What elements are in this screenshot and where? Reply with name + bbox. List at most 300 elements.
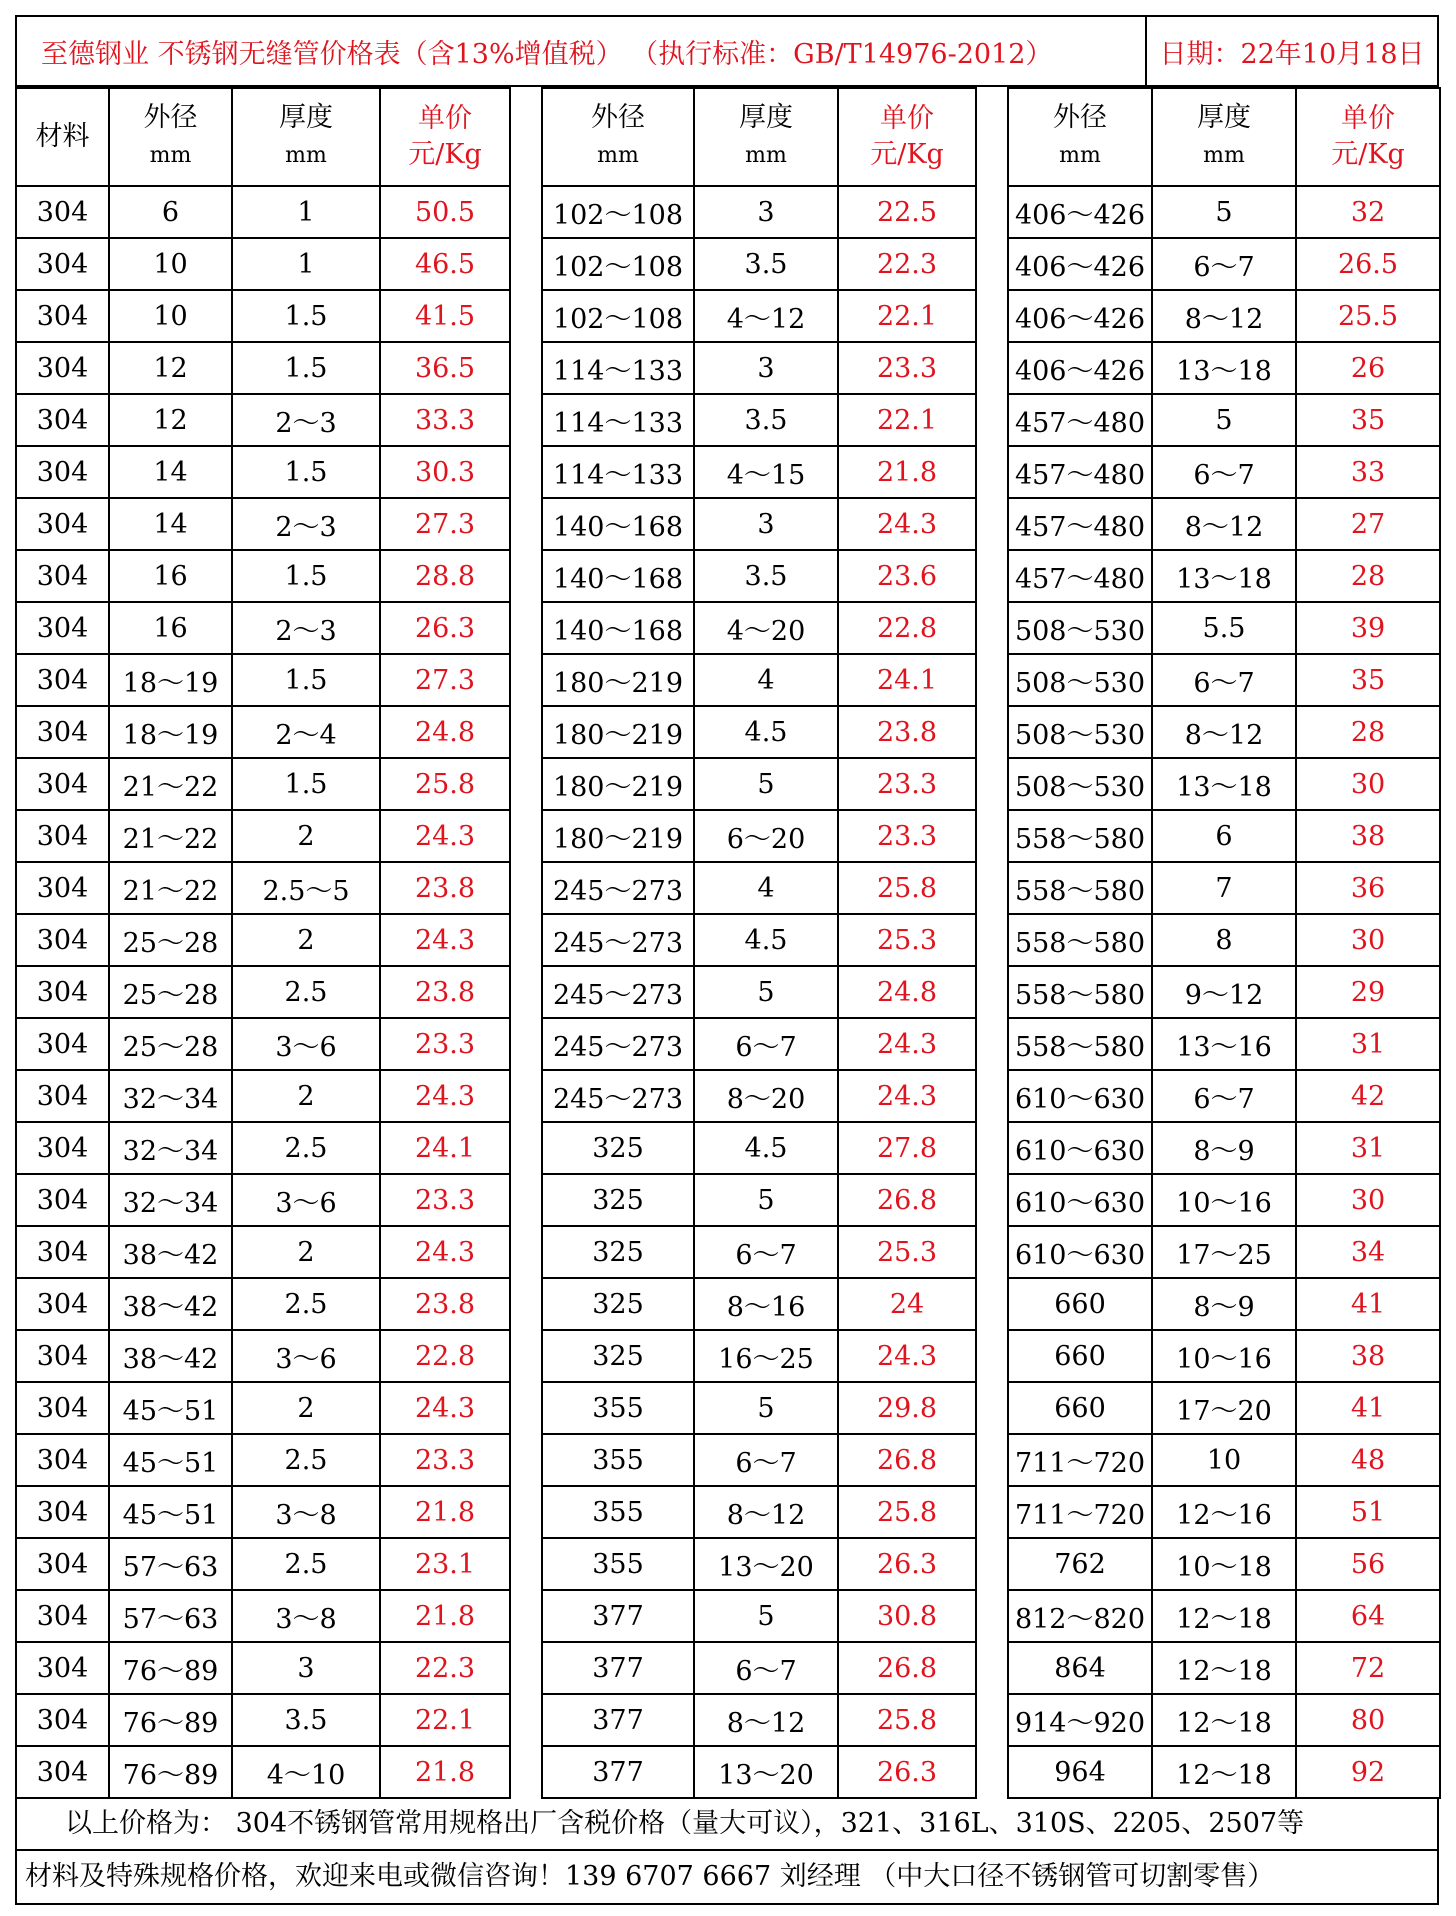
table-row [16,1174,1440,1226]
header-thickness-label: 厚度 [1197,102,1251,133]
cell-material: 304 [16,394,109,446]
table-row [16,394,1440,446]
cell-od: 711～720 [1008,1434,1152,1486]
cell-price: 23.8 [380,1278,510,1330]
column-gap [510,446,542,498]
cell-material: 304 [16,498,109,550]
cell-od: 245～273 [542,862,694,914]
table-row [16,758,1440,810]
cell-price: 24.3 [838,1070,976,1122]
header-price-unit: 元/Kg [1331,139,1405,170]
cell-od: 180～219 [542,654,694,706]
cell-price: 29.8 [838,1382,976,1434]
cell-price: 41 [1296,1382,1440,1434]
cell-od: 508～530 [1008,602,1152,654]
cell-thickness: 8～12 [694,1486,838,1538]
cell-price: 25.8 [838,1486,976,1538]
cell-thickness: 3 [694,498,838,550]
header-od-label: 外径 [143,102,198,133]
table-row [16,862,1440,914]
cell-od: 558～580 [1008,966,1152,1018]
cell-od: 377 [542,1694,694,1746]
cell-od: 16 [109,550,232,602]
column-gap [976,1486,1008,1538]
cell-price: 26.3 [838,1538,976,1590]
cell-price: 41 [1296,1278,1440,1330]
cell-material: 304 [16,914,109,966]
cell-price: 29 [1296,966,1440,1018]
header-od-label: 外径 [591,102,645,133]
column-gap [976,1694,1008,1746]
column-gap [510,186,542,238]
cell-od: 508～530 [1008,758,1152,810]
date-label: 日期：22年10月18日 [1145,17,1437,85]
cell-thickness: 2 [232,1070,380,1122]
header-price-label: 单价 [880,103,934,134]
table-row [16,1018,1440,1070]
cell-thickness: 2～4 [232,706,380,758]
cell-od: 245～273 [542,1018,694,1070]
cell-thickness: 5 [694,758,838,810]
table-row [16,602,1440,654]
cell-price: 27.8 [838,1122,976,1174]
table-row [16,654,1440,706]
cell-material: 304 [16,1746,109,1798]
cell-thickness: 5.5 [1152,602,1296,654]
column-gap [976,1746,1008,1798]
header-price-label: 单价 [1341,103,1395,134]
cell-thickness: 2.5 [232,1434,380,1486]
column-gap [510,550,542,602]
cell-material: 304 [16,602,109,654]
cell-od: 355 [542,1486,694,1538]
cell-thickness: 17～20 [1152,1382,1296,1434]
column-gap [976,550,1008,602]
header-od-unit: mm [149,143,192,168]
cell-price: 23.8 [380,862,510,914]
cell-price: 64 [1296,1590,1440,1642]
cell-price: 25.8 [838,862,976,914]
table-row [16,1746,1440,1798]
cell-od: 76～89 [109,1694,232,1746]
cell-material: 304 [16,1382,109,1434]
cell-thickness: 10～18 [1152,1538,1296,1590]
cell-thickness: 2.5～5 [232,862,380,914]
column-gap [976,446,1008,498]
header-thickness-unit: mm [285,143,327,168]
table-row [16,1070,1440,1122]
cell-thickness: 1.5 [232,446,380,498]
column-gap [976,1070,1008,1122]
column-gap [976,966,1008,1018]
cell-thickness: 6～20 [694,810,838,862]
cell-thickness: 6～7 [694,1642,838,1694]
page-title: 至德钢业 不锈钢无缝管价格表（含13%增值税） （执行标准：GB/T14976-2012） [41,38,1053,70]
cell-od: 377 [542,1746,694,1798]
column-gap [976,706,1008,758]
cell-thickness: 4.5 [694,914,838,966]
cell-od: 45～51 [109,1434,232,1486]
footer-line-2: 材料及特殊规格价格，欢迎来电或微信咨询！139 6707 6667 刘经理 （中大口径不锈钢管可切割零售） [17,1849,1437,1903]
column-gap [976,1382,1008,1434]
cell-price: 23.3 [380,1018,510,1070]
cell-od: 18～19 [109,654,232,706]
cell-thickness: 7 [1152,862,1296,914]
cell-price: 25.8 [838,1694,976,1746]
header-thickness-label: 厚度 [279,102,333,133]
cell-thickness: 5 [694,1174,838,1226]
cell-price: 23.6 [838,550,976,602]
header-thickness [1152,88,1296,186]
cell-thickness: 3.5 [694,394,838,446]
cell-od: 377 [542,1590,694,1642]
cell-price: 22.8 [838,602,976,654]
cell-thickness: 12～18 [1152,1746,1296,1798]
cell-price: 30 [1296,914,1440,966]
cell-material: 304 [16,290,109,342]
cell-od: 21～22 [109,862,232,914]
column-gap [510,914,542,966]
cell-od: 25～28 [109,1018,232,1070]
cell-price: 23.8 [380,966,510,1018]
cell-thickness: 8～12 [1152,290,1296,342]
column-gap [976,1174,1008,1226]
cell-od: 406～426 [1008,342,1152,394]
table-header-row [16,88,1440,186]
cell-od: 140～168 [542,498,694,550]
cell-od: 812～820 [1008,1590,1152,1642]
cell-thickness: 3.5 [694,550,838,602]
column-gap [976,758,1008,810]
cell-material: 304 [16,1434,109,1486]
cell-thickness: 8 [1152,914,1296,966]
footer-line-1: 以上价格为： 304不锈钢管常用规格出厂含税价格（量大可议），321、316L、310S、2205、2507等 [65,1808,1305,1839]
cell-price: 41.5 [380,290,510,342]
cell-thickness: 6～7 [694,1018,838,1070]
table-row [16,446,1440,498]
column-gap [510,706,542,758]
cell-price: 28 [1296,550,1440,602]
cell-thickness: 10～16 [1152,1174,1296,1226]
cell-price: 56 [1296,1538,1440,1590]
cell-od: 406～426 [1008,290,1152,342]
cell-price: 33.3 [380,394,510,446]
table-row [16,1434,1440,1486]
column-gap [510,1642,542,1694]
cell-od: 457～480 [1008,550,1152,602]
cell-price: 27.3 [380,654,510,706]
cell-thickness: 1 [232,238,380,290]
header-price-label: 单价 [418,103,472,134]
cell-od: 25～28 [109,914,232,966]
cell-thickness: 12～16 [1152,1486,1296,1538]
column-gap [510,1382,542,1434]
column-gap [510,394,542,446]
table-row [16,810,1440,862]
cell-price: 92 [1296,1746,1440,1798]
cell-price: 23.3 [838,758,976,810]
cell-od: 914～920 [1008,1694,1152,1746]
cell-price: 23.8 [838,706,976,758]
cell-od: 660 [1008,1330,1152,1382]
column-gap [510,342,542,394]
cell-od: 325 [542,1122,694,1174]
column-gap [510,1226,542,1278]
cell-price: 22.1 [380,1694,510,1746]
table-row [16,1538,1440,1590]
title-bar [15,15,1439,87]
cell-od: 457～480 [1008,394,1152,446]
table-body [16,186,1440,1798]
header-od-unit: mm [597,143,639,168]
cell-price: 26.5 [1296,238,1440,290]
cell-thickness: 2 [232,1382,380,1434]
cell-price: 35 [1296,654,1440,706]
cell-od: 18～19 [109,706,232,758]
cell-price: 24.3 [380,1226,510,1278]
cell-price: 24.3 [380,1382,510,1434]
table-row [16,1122,1440,1174]
cell-thickness: 6～7 [1152,446,1296,498]
cell-thickness: 12～18 [1152,1694,1296,1746]
cell-material: 304 [16,1642,109,1694]
cell-price: 24.3 [380,914,510,966]
cell-od: 140～168 [542,602,694,654]
cell-od: 12 [109,342,232,394]
column-gap [976,914,1008,966]
header-od [1008,88,1152,186]
cell-od: 38～42 [109,1278,232,1330]
cell-od: 457～480 [1008,446,1152,498]
cell-material: 304 [16,550,109,602]
cell-price: 21.8 [380,1746,510,1798]
table-row [16,914,1440,966]
cell-od: 355 [542,1434,694,1486]
cell-thickness: 6～7 [1152,1070,1296,1122]
header-thickness-label: 厚度 [739,102,793,133]
cell-od: 508～530 [1008,654,1152,706]
cell-material: 304 [16,1070,109,1122]
cell-thickness: 17～25 [1152,1226,1296,1278]
price-table [15,87,1441,1799]
column-gap [976,1434,1008,1486]
cell-price: 38 [1296,810,1440,862]
cell-material: 304 [16,966,109,1018]
cell-od: 610～630 [1008,1122,1152,1174]
column-gap [510,1590,542,1642]
cell-od: 114～133 [542,446,694,498]
header-od-unit: mm [1059,143,1101,168]
cell-price: 72 [1296,1642,1440,1694]
cell-od: 864 [1008,1642,1152,1694]
cell-thickness: 8～12 [694,1694,838,1746]
cell-thickness: 3 [694,342,838,394]
header-price [838,88,976,186]
cell-material: 304 [16,342,109,394]
cell-material: 304 [16,1122,109,1174]
cell-od: 355 [542,1382,694,1434]
price-sheet [15,15,1439,1905]
cell-price: 31 [1296,1122,1440,1174]
column-gap [510,810,542,862]
cell-thickness: 6～7 [1152,238,1296,290]
cell-thickness: 10 [1152,1434,1296,1486]
cell-price: 24.3 [838,1018,976,1070]
column-gap [510,1122,542,1174]
column-gap [510,1434,542,1486]
cell-thickness: 2～3 [232,394,380,446]
column-gap [510,238,542,290]
cell-price: 35 [1296,394,1440,446]
column-gap [510,1486,542,1538]
cell-price: 24.3 [838,498,976,550]
cell-od: 16 [109,602,232,654]
cell-od: 38～42 [109,1226,232,1278]
cell-thickness: 3～8 [232,1486,380,1538]
cell-material: 304 [16,758,109,810]
cell-od: 21～22 [109,758,232,810]
cell-price: 23.3 [380,1434,510,1486]
cell-price: 31 [1296,1018,1440,1070]
cell-od: 457～480 [1008,498,1152,550]
cell-price: 24.3 [380,810,510,862]
column-gap [976,394,1008,446]
cell-od: 32～34 [109,1070,232,1122]
cell-material: 304 [16,1486,109,1538]
cell-od: 57～63 [109,1538,232,1590]
column-gap [510,1330,542,1382]
cell-price: 51 [1296,1486,1440,1538]
cell-thickness: 8～12 [1152,498,1296,550]
column-gap [510,498,542,550]
cell-od: 558～580 [1008,914,1152,966]
column-gap [510,290,542,342]
header-od [109,88,232,186]
cell-price: 22.1 [838,290,976,342]
cell-thickness: 3 [694,186,838,238]
cell-od: 325 [542,1174,694,1226]
cell-thickness: 2 [232,1226,380,1278]
cell-od: 57～63 [109,1590,232,1642]
cell-od: 14 [109,498,232,550]
cell-price: 38 [1296,1330,1440,1382]
cell-thickness: 4～20 [694,602,838,654]
cell-price: 33 [1296,446,1440,498]
cell-price: 26.8 [838,1174,976,1226]
cell-thickness: 5 [1152,186,1296,238]
cell-thickness: 2.5 [232,966,380,1018]
cell-thickness: 8～9 [1152,1278,1296,1330]
cell-price: 22.3 [380,1642,510,1694]
cell-thickness: 4～10 [232,1746,380,1798]
cell-od: 245～273 [542,966,694,1018]
cell-price: 26.8 [838,1642,976,1694]
cell-thickness: 2.5 [232,1538,380,1590]
table-row [16,1642,1440,1694]
cell-thickness: 1.5 [232,290,380,342]
cell-price: 24 [838,1278,976,1330]
column-gap [510,1174,542,1226]
cell-thickness: 5 [694,966,838,1018]
cell-od: 377 [542,1642,694,1694]
cell-price: 22.1 [838,394,976,446]
cell-price: 22.5 [838,186,976,238]
column-gap [510,602,542,654]
cell-thickness: 13～20 [694,1538,838,1590]
column-gap [976,238,1008,290]
cell-thickness: 4 [694,654,838,706]
cell-od: 6 [109,186,232,238]
cell-price: 80 [1296,1694,1440,1746]
cell-price: 26 [1296,342,1440,394]
cell-od: 660 [1008,1278,1152,1330]
cell-price: 42 [1296,1070,1440,1122]
cell-thickness: 9～12 [1152,966,1296,1018]
cell-thickness: 4～15 [694,446,838,498]
table-row [16,966,1440,1018]
cell-od: 762 [1008,1538,1152,1590]
cell-od: 10 [109,238,232,290]
cell-od: 325 [542,1226,694,1278]
column-gap [976,342,1008,394]
cell-thickness: 4～12 [694,290,838,342]
column-gap [510,862,542,914]
cell-thickness: 4 [694,862,838,914]
header-od-label: 外径 [1053,102,1107,133]
column-gap [976,810,1008,862]
cell-price: 26.3 [380,602,510,654]
column-gap [976,654,1008,706]
cell-od: 964 [1008,1746,1152,1798]
cell-od: 180～219 [542,758,694,810]
cell-material: 304 [16,1694,109,1746]
cell-od: 76～89 [109,1746,232,1798]
cell-material: 304 [16,654,109,706]
cell-price: 22.3 [838,238,976,290]
cell-od: 558～580 [1008,862,1152,914]
cell-od: 610～630 [1008,1070,1152,1122]
cell-price: 36 [1296,862,1440,914]
cell-thickness: 3.5 [232,1694,380,1746]
cell-thickness: 12～18 [1152,1642,1296,1694]
table-row [16,342,1440,394]
cell-od: 14 [109,446,232,498]
table-row [16,1486,1440,1538]
column-gap [510,1746,542,1798]
cell-thickness: 8～12 [1152,706,1296,758]
cell-price: 36.5 [380,342,510,394]
cell-price: 28.8 [380,550,510,602]
cell-price: 28 [1296,706,1440,758]
column-gap [510,654,542,706]
cell-price: 23.1 [380,1538,510,1590]
cell-thickness: 13～18 [1152,758,1296,810]
header-od [542,88,694,186]
footer-note [15,1799,1439,1905]
cell-thickness: 13～16 [1152,1018,1296,1070]
column-gap [510,1070,542,1122]
cell-thickness: 5 [694,1382,838,1434]
cell-price: 22.8 [380,1330,510,1382]
cell-price: 25.3 [838,914,976,966]
cell-thickness: 3 [232,1642,380,1694]
cell-od: 406～426 [1008,238,1152,290]
cell-price: 25.5 [1296,290,1440,342]
cell-od: 102～108 [542,238,694,290]
cell-price: 21.8 [838,446,976,498]
column-gap [976,88,1008,186]
cell-material: 304 [16,1226,109,1278]
